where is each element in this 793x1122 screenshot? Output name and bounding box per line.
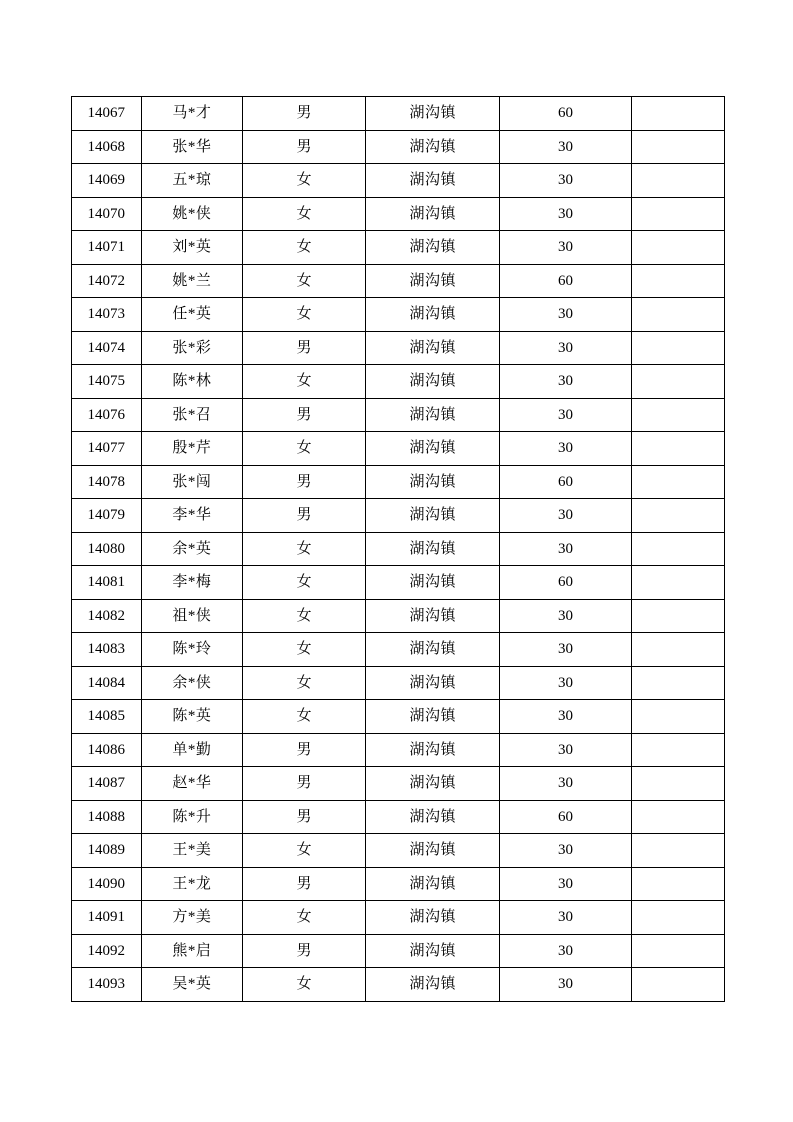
cell-gender: 女 <box>243 700 366 734</box>
cell-id: 14083 <box>72 633 142 667</box>
cell-remark <box>631 130 724 164</box>
cell-amount: 30 <box>500 197 632 231</box>
cell-amount: 60 <box>500 566 632 600</box>
cell-gender: 女 <box>243 834 366 868</box>
cell-town: 湖沟镇 <box>366 700 500 734</box>
table-row <box>72 633 725 667</box>
cell-town: 湖沟镇 <box>366 666 500 700</box>
cell-id: 14092 <box>72 934 142 968</box>
cell-gender: 女 <box>243 566 366 600</box>
cell-town: 湖沟镇 <box>366 97 500 131</box>
table-row <box>72 465 725 499</box>
cell-remark <box>631 499 724 533</box>
cell-amount: 30 <box>500 968 632 1002</box>
cell-town: 湖沟镇 <box>366 432 500 466</box>
cell-remark <box>631 934 724 968</box>
table-row <box>72 164 725 198</box>
cell-gender: 女 <box>243 298 366 332</box>
cell-name: 熊*启 <box>141 934 243 968</box>
cell-id: 14069 <box>72 164 142 198</box>
cell-id: 14081 <box>72 566 142 600</box>
cell-remark <box>631 231 724 265</box>
cell-id: 14088 <box>72 800 142 834</box>
cell-remark <box>631 700 724 734</box>
cell-id: 14075 <box>72 365 142 399</box>
table-row <box>72 968 725 1002</box>
cell-remark <box>631 633 724 667</box>
cell-gender: 女 <box>243 599 366 633</box>
cell-remark <box>631 398 724 432</box>
cell-name: 李*梅 <box>141 566 243 600</box>
table-row <box>72 566 725 600</box>
cell-remark <box>631 532 724 566</box>
cell-name: 五*琼 <box>141 164 243 198</box>
cell-remark <box>631 365 724 399</box>
cell-amount: 60 <box>500 465 632 499</box>
cell-town: 湖沟镇 <box>366 800 500 834</box>
cell-name: 张*召 <box>141 398 243 432</box>
cell-remark <box>631 432 724 466</box>
table-row <box>72 365 725 399</box>
cell-id: 14091 <box>72 901 142 935</box>
cell-gender: 男 <box>243 867 366 901</box>
cell-amount: 30 <box>500 532 632 566</box>
table-row <box>72 666 725 700</box>
cell-gender: 男 <box>243 97 366 131</box>
cell-amount: 30 <box>500 901 632 935</box>
cell-name: 赵*华 <box>141 767 243 801</box>
cell-name: 姚*侠 <box>141 197 243 231</box>
cell-amount: 30 <box>500 398 632 432</box>
cell-id: 14070 <box>72 197 142 231</box>
cell-gender: 男 <box>243 733 366 767</box>
cell-gender: 女 <box>243 968 366 1002</box>
cell-name: 殷*芹 <box>141 432 243 466</box>
cell-id: 14087 <box>72 767 142 801</box>
cell-id: 14082 <box>72 599 142 633</box>
cell-gender: 男 <box>243 130 366 164</box>
cell-name: 李*华 <box>141 499 243 533</box>
cell-town: 湖沟镇 <box>366 901 500 935</box>
cell-name: 王*龙 <box>141 867 243 901</box>
cell-name: 姚*兰 <box>141 264 243 298</box>
cell-amount: 30 <box>500 164 632 198</box>
cell-name: 陈*英 <box>141 700 243 734</box>
cell-town: 湖沟镇 <box>366 566 500 600</box>
cell-name: 王*美 <box>141 834 243 868</box>
cell-remark <box>631 733 724 767</box>
cell-town: 湖沟镇 <box>366 298 500 332</box>
cell-id: 14084 <box>72 666 142 700</box>
roster-table <box>71 96 725 1002</box>
cell-town: 湖沟镇 <box>366 532 500 566</box>
cell-amount: 30 <box>500 867 632 901</box>
cell-gender: 男 <box>243 398 366 432</box>
cell-gender: 女 <box>243 432 366 466</box>
cell-name: 陈*升 <box>141 800 243 834</box>
cell-id: 14067 <box>72 97 142 131</box>
cell-gender: 男 <box>243 800 366 834</box>
cell-name: 方*美 <box>141 901 243 935</box>
cell-name: 刘*英 <box>141 231 243 265</box>
cell-name: 张*华 <box>141 130 243 164</box>
table-row <box>72 834 725 868</box>
cell-remark <box>631 197 724 231</box>
cell-remark <box>631 666 724 700</box>
cell-name: 张*彩 <box>141 331 243 365</box>
cell-amount: 30 <box>500 298 632 332</box>
cell-id: 14093 <box>72 968 142 1002</box>
cell-id: 14077 <box>72 432 142 466</box>
table-row <box>72 298 725 332</box>
cell-id: 14089 <box>72 834 142 868</box>
cell-town: 湖沟镇 <box>366 231 500 265</box>
cell-remark <box>631 834 724 868</box>
cell-name: 余*英 <box>141 532 243 566</box>
table-row <box>72 934 725 968</box>
cell-amount: 30 <box>500 666 632 700</box>
cell-remark <box>631 867 724 901</box>
cell-remark <box>631 164 724 198</box>
cell-amount: 30 <box>500 834 632 868</box>
cell-id: 14072 <box>72 264 142 298</box>
table-row <box>72 432 725 466</box>
cell-gender: 女 <box>243 901 366 935</box>
roster-table-container <box>71 96 725 1002</box>
cell-town: 湖沟镇 <box>366 365 500 399</box>
table-row <box>72 97 725 131</box>
cell-id: 14071 <box>72 231 142 265</box>
table-row <box>72 532 725 566</box>
cell-name: 祖*侠 <box>141 599 243 633</box>
cell-name: 陈*玲 <box>141 633 243 667</box>
cell-gender: 男 <box>243 767 366 801</box>
cell-name: 吴*英 <box>141 968 243 1002</box>
cell-id: 14090 <box>72 867 142 901</box>
cell-name: 张*闯 <box>141 465 243 499</box>
table-row <box>72 197 725 231</box>
cell-gender: 女 <box>243 231 366 265</box>
cell-amount: 30 <box>500 633 632 667</box>
cell-remark <box>631 767 724 801</box>
cell-gender: 男 <box>243 934 366 968</box>
cell-remark <box>631 800 724 834</box>
cell-remark <box>631 298 724 332</box>
cell-town: 湖沟镇 <box>366 331 500 365</box>
table-row <box>72 767 725 801</box>
table-row <box>72 499 725 533</box>
cell-name: 单*勤 <box>141 733 243 767</box>
table-row <box>72 231 725 265</box>
cell-town: 湖沟镇 <box>366 867 500 901</box>
cell-town: 湖沟镇 <box>366 264 500 298</box>
cell-remark <box>631 264 724 298</box>
cell-amount: 30 <box>500 700 632 734</box>
cell-town: 湖沟镇 <box>366 197 500 231</box>
cell-remark <box>631 465 724 499</box>
cell-town: 湖沟镇 <box>366 733 500 767</box>
cell-town: 湖沟镇 <box>366 968 500 1002</box>
table-row <box>72 733 725 767</box>
cell-amount: 30 <box>500 934 632 968</box>
cell-gender: 女 <box>243 666 366 700</box>
cell-amount: 30 <box>500 499 632 533</box>
cell-id: 14079 <box>72 499 142 533</box>
cell-amount: 30 <box>500 130 632 164</box>
roster-table-body <box>72 97 725 1002</box>
cell-gender: 男 <box>243 465 366 499</box>
cell-town: 湖沟镇 <box>366 164 500 198</box>
cell-amount: 30 <box>500 767 632 801</box>
cell-remark <box>631 331 724 365</box>
cell-gender: 女 <box>243 264 366 298</box>
cell-id: 14073 <box>72 298 142 332</box>
cell-name: 余*侠 <box>141 666 243 700</box>
cell-town: 湖沟镇 <box>366 633 500 667</box>
table-row <box>72 264 725 298</box>
cell-id: 14086 <box>72 733 142 767</box>
cell-amount: 30 <box>500 733 632 767</box>
cell-gender: 女 <box>243 365 366 399</box>
cell-town: 湖沟镇 <box>366 834 500 868</box>
cell-remark <box>631 901 724 935</box>
cell-gender: 女 <box>243 164 366 198</box>
table-row <box>72 130 725 164</box>
table-row <box>72 331 725 365</box>
cell-remark <box>631 566 724 600</box>
cell-gender: 女 <box>243 633 366 667</box>
cell-town: 湖沟镇 <box>366 499 500 533</box>
table-row <box>72 800 725 834</box>
cell-gender: 女 <box>243 197 366 231</box>
cell-id: 14074 <box>72 331 142 365</box>
cell-remark <box>631 97 724 131</box>
cell-name: 马*才 <box>141 97 243 131</box>
table-row <box>72 599 725 633</box>
cell-id: 14068 <box>72 130 142 164</box>
table-row <box>72 700 725 734</box>
cell-amount: 30 <box>500 599 632 633</box>
cell-gender: 男 <box>243 499 366 533</box>
cell-amount: 30 <box>500 365 632 399</box>
cell-remark <box>631 968 724 1002</box>
cell-id: 14080 <box>72 532 142 566</box>
cell-amount: 60 <box>500 264 632 298</box>
cell-id: 14076 <box>72 398 142 432</box>
cell-town: 湖沟镇 <box>366 767 500 801</box>
cell-town: 湖沟镇 <box>366 398 500 432</box>
cell-town: 湖沟镇 <box>366 599 500 633</box>
cell-name: 任*英 <box>141 298 243 332</box>
cell-amount: 60 <box>500 97 632 131</box>
cell-remark <box>631 599 724 633</box>
cell-gender: 女 <box>243 532 366 566</box>
cell-town: 湖沟镇 <box>366 934 500 968</box>
table-row <box>72 901 725 935</box>
cell-amount: 30 <box>500 432 632 466</box>
cell-gender: 男 <box>243 331 366 365</box>
cell-amount: 30 <box>500 331 632 365</box>
cell-amount: 30 <box>500 231 632 265</box>
cell-id: 14085 <box>72 700 142 734</box>
table-row <box>72 867 725 901</box>
cell-id: 14078 <box>72 465 142 499</box>
cell-town: 湖沟镇 <box>366 130 500 164</box>
cell-name: 陈*林 <box>141 365 243 399</box>
cell-amount: 60 <box>500 800 632 834</box>
table-row <box>72 398 725 432</box>
cell-town: 湖沟镇 <box>366 465 500 499</box>
